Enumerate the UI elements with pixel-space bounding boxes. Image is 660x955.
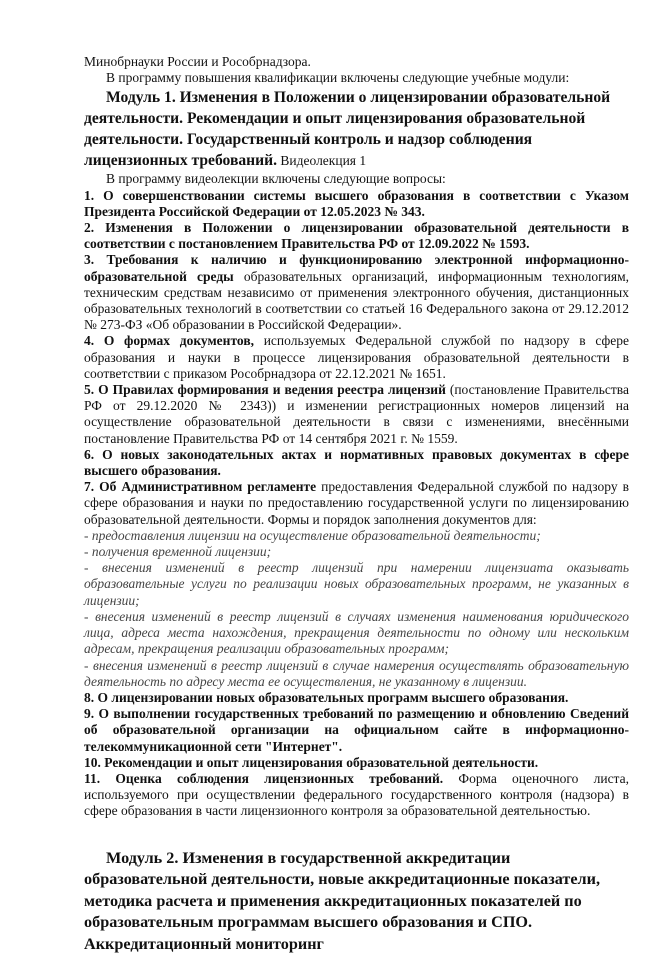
text-line: Минобрнауки России и Рособрнадзора. <box>84 54 311 69</box>
list-item-9: 9. О выполнении государственных требований по размещению и обновлению Сведений об образовательной организации на официальном сайте в информационно-телекоммуникационной сети "Интернет". <box>84 706 629 754</box>
lecture-intro: В программу видеолекции включены следующие вопросы: <box>106 171 446 187</box>
list-item-3: 3. Требования к наличию и функционированию электронной информационно-образовательной среды образовательных организаций, информационным технологиям, техническим средствам независимо от применения электронного обучения, дистанционных образовательных технологий в соответствии со статьей 16 Федерального закона от 29.12.2012 № 273-ФЗ «Об образовании в Российской Федерации». <box>84 252 629 333</box>
list-item-6: 6. О новых законодательных актах и нормативных правовых документах в сфере высшего образования. <box>84 446 629 479</box>
sub-item: - внесения изменений в реестр лицензий в случае намерения осуществлять образовательную деятельность по адресу места ее осуществления, не указанному в лицензии. <box>84 657 629 689</box>
list-item-2: 2. Изменения в Положении о лицензировании образовательной деятельности в соответствии с постановлением Правительства РФ от 12.09.2022 № 1593. <box>84 220 629 252</box>
sub-item: - предоставления лицензии на осуществление образовательной деятельности; <box>84 527 541 543</box>
sub-item: - внесения изменений в реестр лицензий при намерении лицензиата оказывать образовательные услуги по реализации новых образовательных программ, не указанных в лицензии; <box>84 560 629 608</box>
list-item-8: 8. О лицензировании новых образовательных программ высшего образования. <box>84 689 569 705</box>
list-item-1: 1. О совершенствовании системы высшего образования в соответствии с Указом Президента Российской Федерации от 12.05.2023 № 343. <box>84 187 629 219</box>
spacer <box>84 820 629 848</box>
list-item-11: 11. Оценка соблюдения лицензионных требований. Форма оценочного листа, используемого при осуществлении федерального государственного контроля (надзора) в сфере образования в части лицензионного контроля за образовательной деятельностью. <box>84 770 629 819</box>
module-1-title: Модуль 1. Изменения в Положении о лицензировании образовательной деятельности. Рекомендации и опыт лицензирования образовательной деятельности. Государственный контроль и надзор соблюдения лицензионных требований. <box>84 89 611 170</box>
document-page <box>84 54 629 955</box>
list-item-7: 7. Об Административном регламенте предоставления Федеральной службой по надзору в сфере образования и науки по предоставлению государственной услуги по лицензированию образовательной деятельности. Формы и порядок заполнения документов для: <box>84 479 629 527</box>
module-1-suffix: Видеолекция 1 <box>277 153 367 169</box>
module-1-heading <box>84 87 629 171</box>
list-item-10: 10. Рекомендации и опыт лицензирования образовательной деятельности. <box>84 754 539 770</box>
module-2-heading: Модуль 2. Изменения в государственной аккредитации образовательной деятельности, новые аккредитационные показатели, методика расчета и применения аккредитационных показателей по образовательным программам высшего образования и СПО. Аккредитационный мониторинг <box>84 848 601 953</box>
intro-paragraph: В программу повышения квалификации включены следующие учебные модули: <box>106 70 570 86</box>
sub-item: - получения временной лицензии; <box>84 544 272 560</box>
sub-item: - внесения изменений в реестр лицензий в случаях изменения наименования юридического лица, адреса места нахождения, прекращения деятельности по одному или нескольким адресам, прекращения реализации образовательных программ; <box>84 608 629 657</box>
list-item-5: 5. О Правилах формирования и ведения реестра лицензий (постановление Правительства РФ от 29.12.2020 № 2343)) и изменении регистрационных номеров лицензий на осуществление образовательной деятельности в связи с изменениями, внесёнными постановление Правительства РФ от 14 сентября 2021 г. № 1559. <box>84 382 629 446</box>
list-item-4: 4. О формах документов, используемых Федеральной службой по надзору в сфере образования и науки в процессе лицензирования образовательной деятельности в соответствии с приказом Рособрнадзора от 22.12.2021 № 1651. <box>84 333 629 381</box>
